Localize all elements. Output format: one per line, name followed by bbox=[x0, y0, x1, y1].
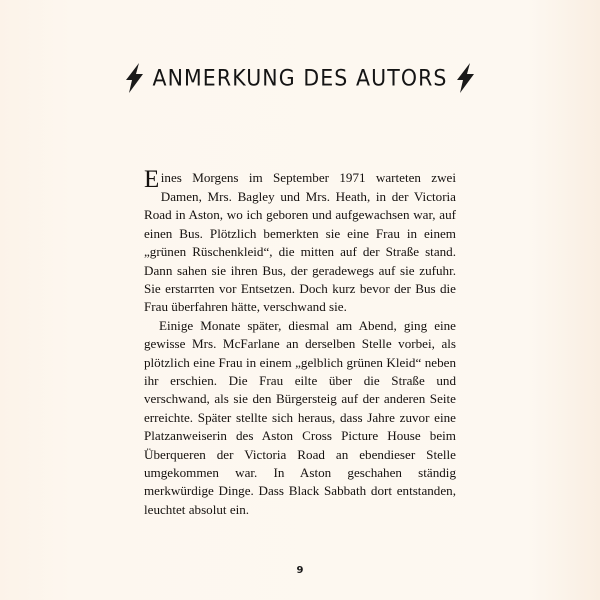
lightning-bolt-icon bbox=[457, 63, 474, 93]
page-content bbox=[144, 52, 456, 519]
page-number: 9 bbox=[296, 565, 304, 576]
paragraph-text: Einige Monate später, diesmal am Abend, ging eine gewisse Mrs. McFarlane an derselben Stelle vorbei, als plötzlich eine Frau in einem „gelblich grünen Kleid“ neben ihr erschien. Die Frau eilte über die Straße und verschwand, als sie den Bürgersteig auf der anderen Seite erreichte. Später stellte sich heraus, dass Jahre zuvor eine Platzanweiserin des Aston Cross Picture House beim Überqueren der Victoria Road an ebendieser Stelle umgekommen war. In Aston geschahen ständig merkwürdige Dinge. Dass Black Sabbath dort entstanden, leuchtet absolut ein. bbox=[144, 317, 456, 517]
paragraph-text: ines Morgens im September 1971 warteten zwei Damen, Mrs. Bagley und Mrs. Heath, in der Victoria Road in Aston, wo ich geboren und aufgewachsen war, auf einen Bus. Plötzlich bemerkten sie eine Frau in einem „grünen Rüschenkleid“, die mitten auf der Straße stand. Dann sahen sie ihren Bus, der geradewegs auf sie zufuhr. Sie erstarrten vor Entsetzen. Doch kurz bevor der Bus die Frau überfahren hätte, verschwand sie. bbox=[144, 170, 456, 315]
paragraph bbox=[144, 166, 456, 316]
chapter-heading-row bbox=[144, 52, 456, 103]
drop-cap: E bbox=[144, 166, 160, 194]
page-title: ANMERKUNG DES AUTORS bbox=[152, 64, 448, 91]
lightning-bolt-icon bbox=[126, 63, 143, 93]
body-text bbox=[144, 166, 456, 519]
paragraph bbox=[144, 317, 456, 519]
